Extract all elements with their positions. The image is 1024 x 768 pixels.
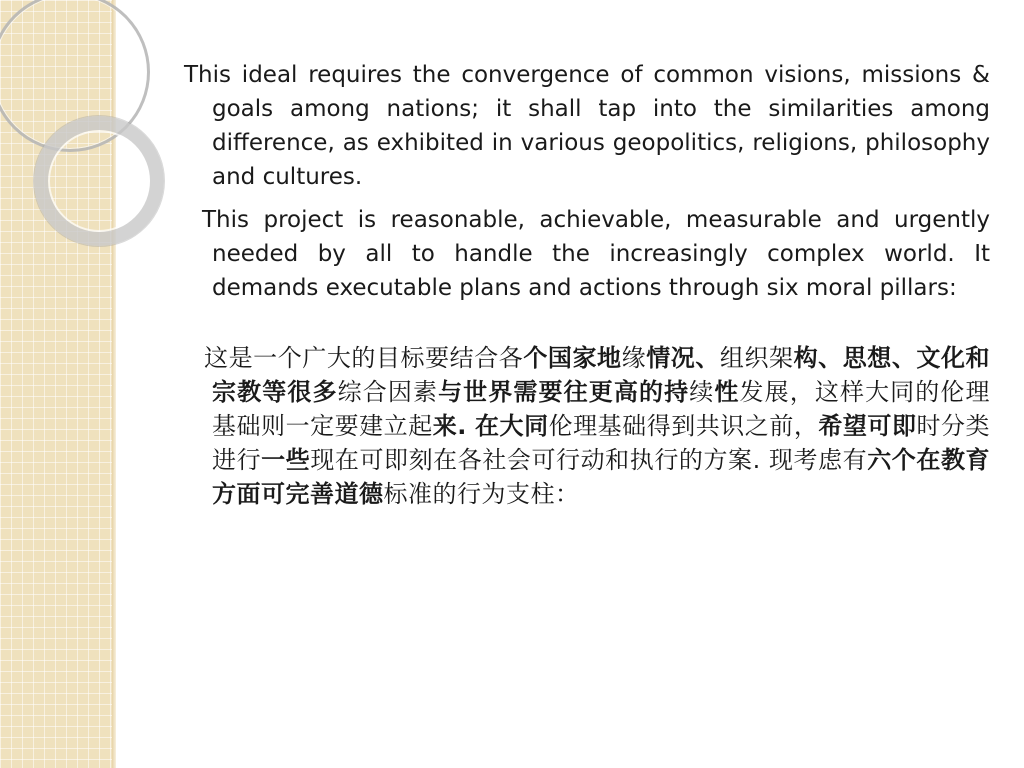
chinese-text-segment: 来. [432,412,467,440]
chinese-text-segment: 标准的行为支柱： [383,480,580,508]
chinese-text-segment: 组织架 [719,344,794,372]
paragraph-project: This project is reasonable, achievable, measurable and urgently needed by all to handle the increasingly complex world. It demands executable plans and actions through six moral pillars: [202,207,990,301]
paragraph-ideal: This ideal requires the convergence of common visions, missions & goals among nations; it shall tap into the similarities among difference, as exhibited in various geopolitics, religions, philosophy and cultures. [184,62,990,190]
chinese-text-segment: 时分类进行 [212,412,991,474]
chinese-text-segment: 希望可即 [818,412,917,440]
chinese-text-segment: 缘 [621,344,647,372]
paragraph-chinese [184,341,990,511]
chinese-text-segment [467,412,475,440]
chinese-text-segment: 续 [689,378,715,406]
chinese-text-segment: 综合因素 [337,378,439,406]
chinese-text-segment: 一些 [261,446,311,474]
chinese-text-segment: 现在可即刻在各社会可行动和执行的方案. 现考虑有 [310,446,868,474]
chinese-text-segment: 这是一个广大的目标要结合各 [204,344,524,372]
chinese-text-segment: 性 [714,378,740,406]
slide-body [184,58,990,535]
chinese-text-segment: 在大同 [475,412,549,440]
chinese-text-segment: 伦理基础得到共识之前， [548,412,819,440]
chinese-text-segment: 构、思想、文化和宗教等很多 [212,344,991,406]
chinese-text-segment: 发展，这样大同的伦理基础则一定要建立起 [212,378,991,440]
decorative-ring-small [34,116,164,246]
chinese-text-segment: 个国家地 [523,344,622,372]
chinese-text-segment: 情况、 [646,344,720,372]
chinese-text-segment: 六个在教育方面可完善道德 [212,446,991,508]
chinese-text-segment: 与世界需要往更高的持 [438,378,690,406]
